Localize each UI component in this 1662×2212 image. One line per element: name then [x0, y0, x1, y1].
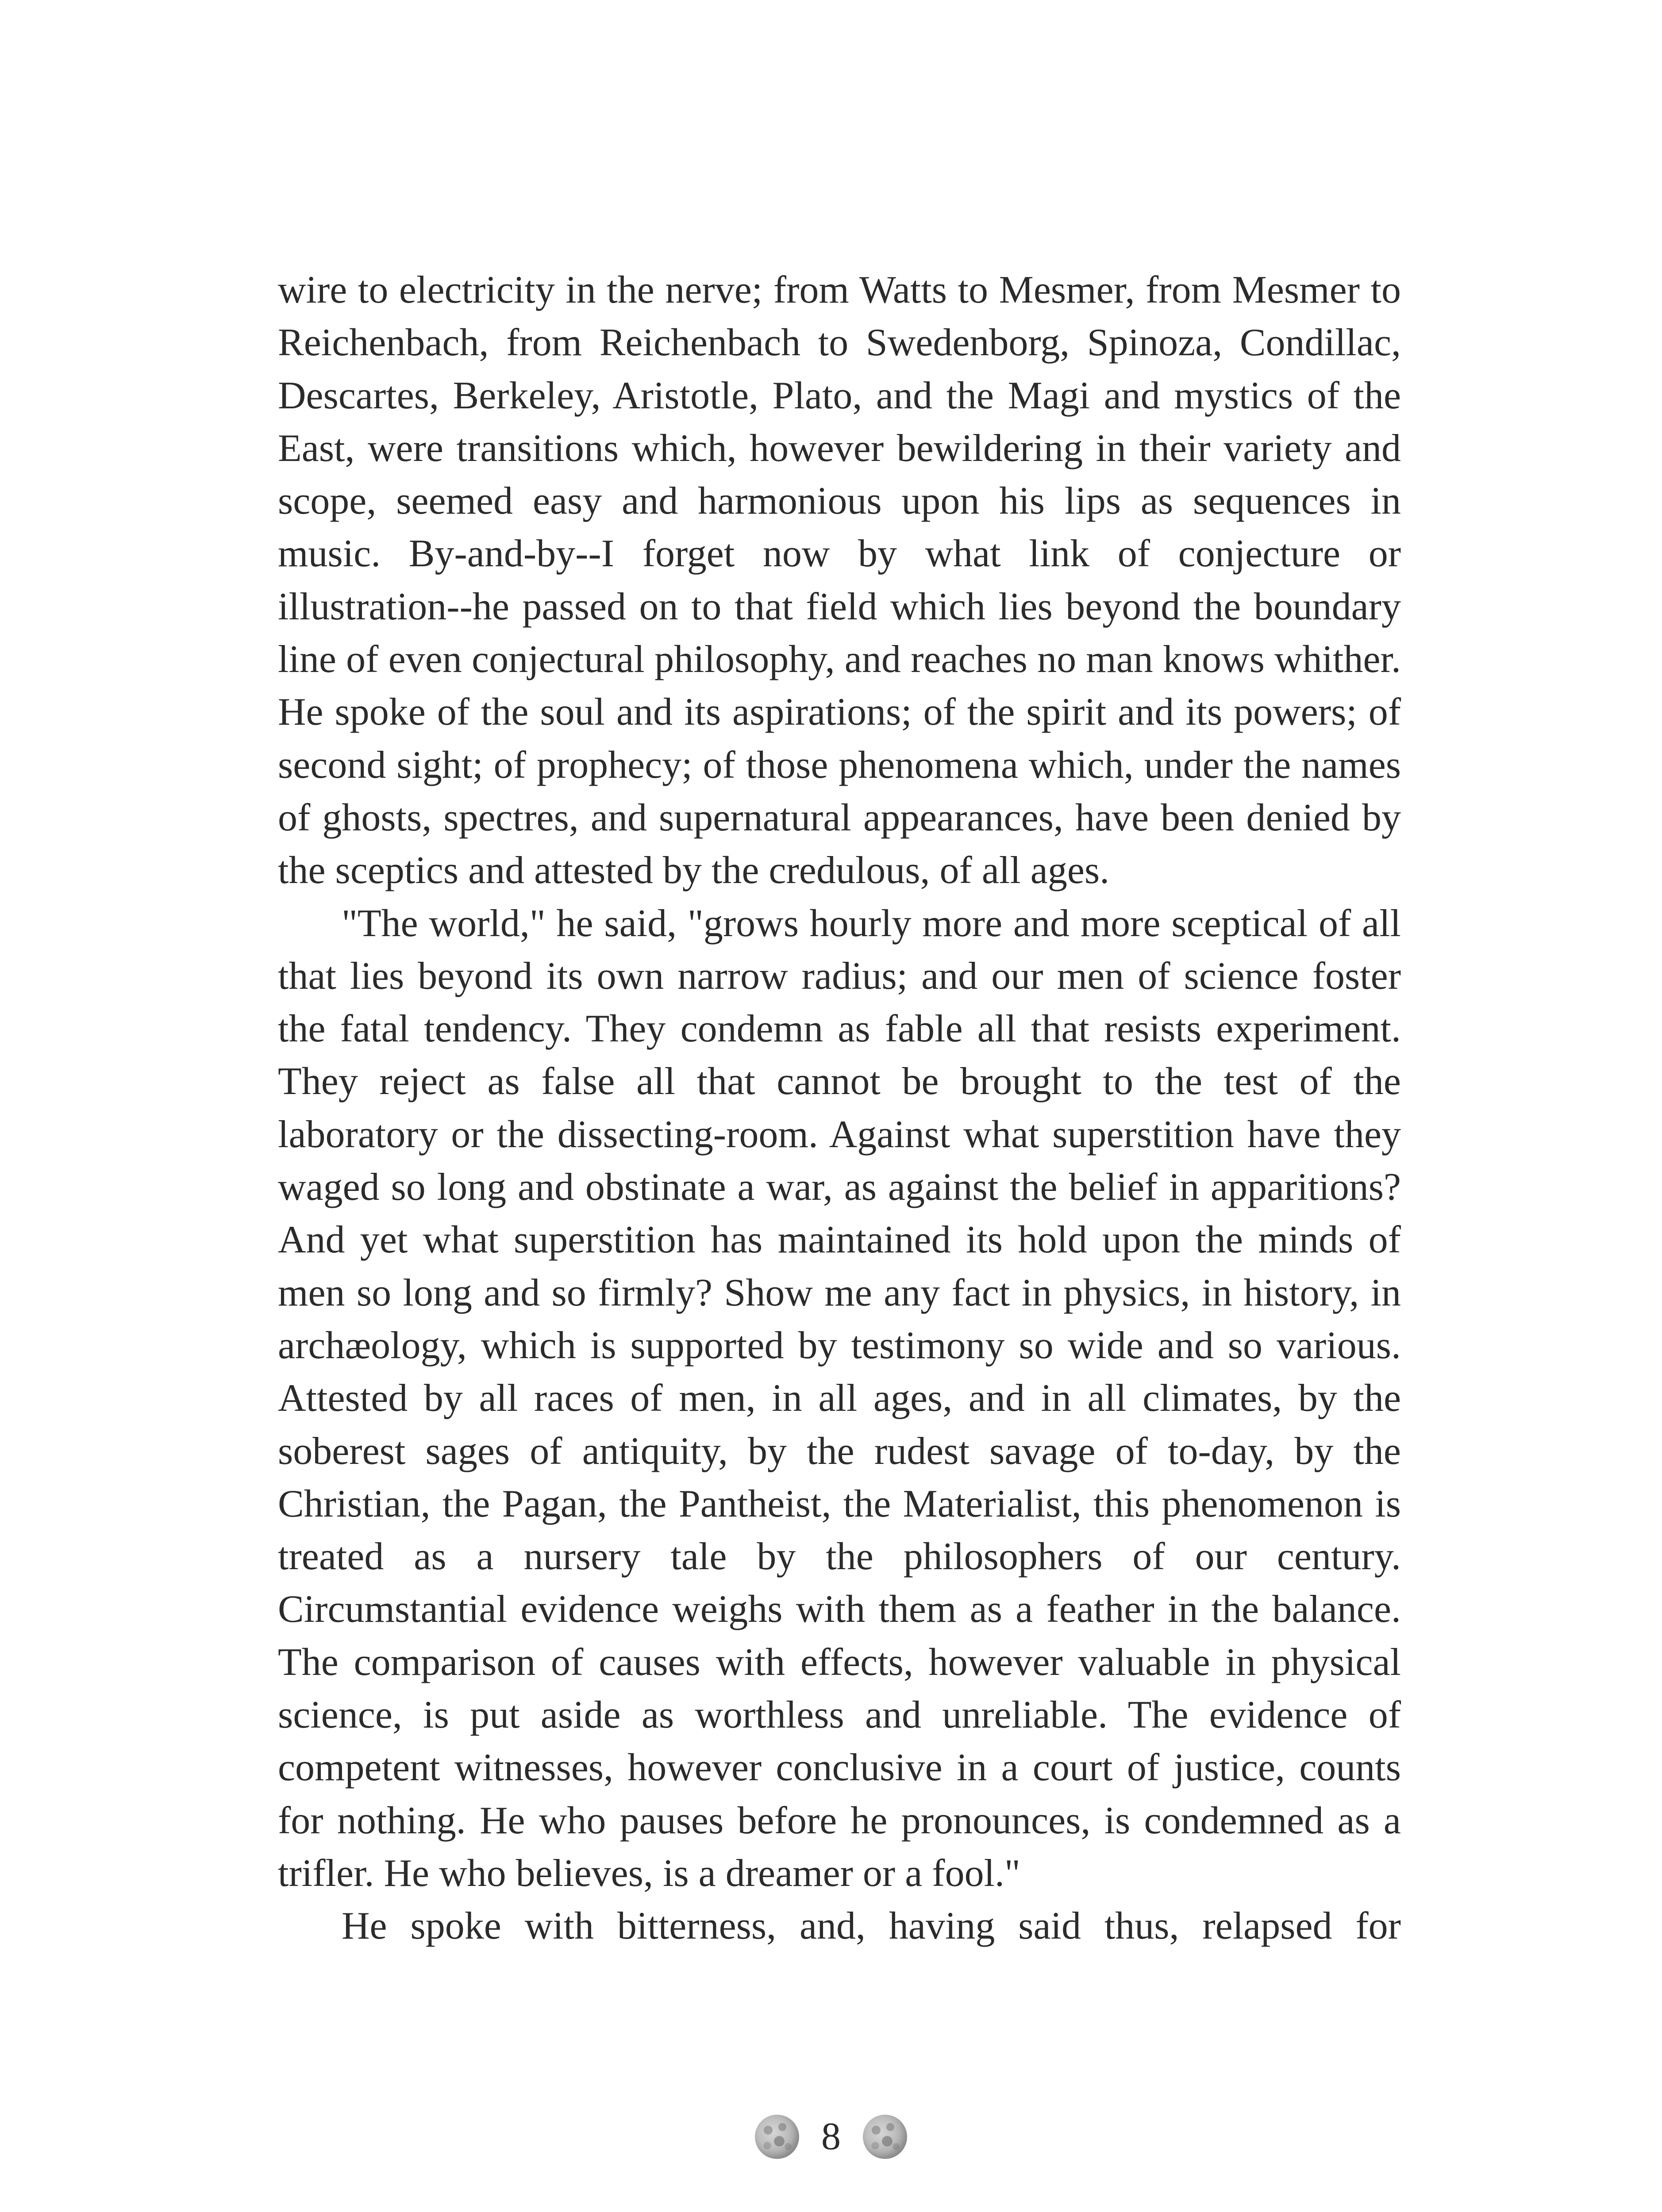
paragraph-3: He spoke with bitterness, and, having said thus, relapsed for [342, 1905, 1401, 1948]
body-text [278, 264, 1401, 1953]
paragraph-2: "The world," he said, "grows hourly more and more sceptical of all that lies beyond its own narrow radius; and our men of science foster the fatal tendency. They condemn as fable all that resists experiment. They reject as false all that cannot be brought to the test of the laboratory or the dissecting-room. Against what superstition have they waged so long and obstinate a war, as against the belief in apparitions? And yet what superstition has maintained its hold upon the minds of men so long and so firmly? Show me any fact in physics, in history, in archæology, which is supported by testimony so wide and so various. Attested by all races of men, in all ages, and in all climates, by the soberest sages of antiquity, by the rudest savage of to-day, by the Christian, the Pagan, the Pantheist, the Materialist, this phenomenon is treated as a nursery tale by the philosophers of our century. Circumstantial evidence weighs with them as a feather in the balance. The comparison of causes with effects, however valuable in physical science, is put aside as worthless and unreliable. The evidence of competent witnesses, however conclusive in a court of justice, counts for nothing. He who pauses before he pronounces, is condemned as a trifler. He who believes, is a dreamer or a fool." [278, 902, 1401, 1895]
page-number: 8 [821, 2115, 841, 2158]
moon-icon [863, 2115, 907, 2159]
page-footer [0, 2110, 1662, 2163]
paragraph-1: wire to electricity in the nerve; from Watts to Mesmer, from Mesmer to Reichenbach, from Reichenbach to Swedenborg, Spinoza, Condillac, Descartes, Berkeley, Aristotle, Plato, and the Magi and mystics of the East, were transitions which, however bewildering in their variety and scope, seemed easy and harmonious upon his lips as sequences in music. By-and-by--I forget now by what link of conjecture or illustration--he passed on to that field which lies beyond the boundary line of even conjectural philosophy, and reaches no man knows whither. He spoke of the soul and its aspirations; of the spirit and its powers; of second sight; of prophecy; of those phenomena which, under the names of ghosts, spectres, and supernatural appearances, have been denied by the sceptics and attested by the credulous, of all ages. [278, 269, 1401, 892]
moon-icon [755, 2115, 799, 2159]
